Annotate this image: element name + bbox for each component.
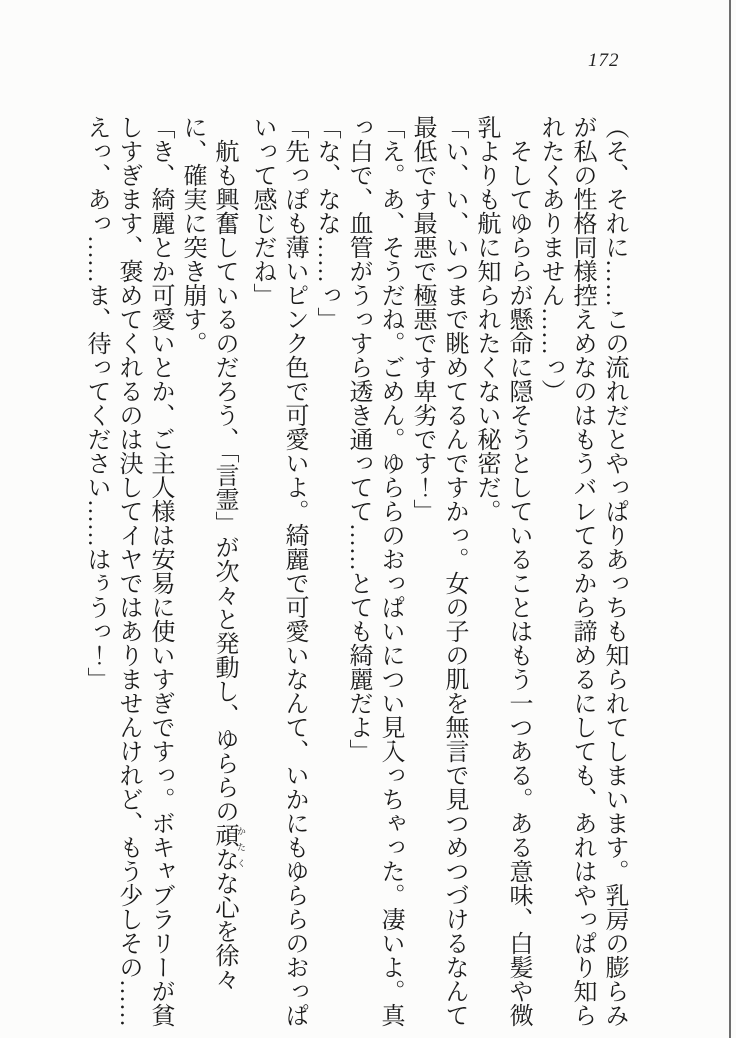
paragraph-6: 「先っぽも薄いピンク色で可愛いよ。綺麗で可愛いなんて、いかにもゆららのおっぱいって感じだね」 <box>249 115 307 1027</box>
page-text <box>83 115 630 1027</box>
paragraph-7-after-ruby: な心を徐々に、確実に突き崩す。 <box>179 115 237 991</box>
page-number: 172 <box>588 50 620 71</box>
paragraph-1: （そ、それに……この流れだとやっぱりあっちも知られてしまいます。乳房の膨らみが私の性格同様控えめなのはもうバレてるから諦めるにしても、あれはやっぱり知られたくありません……っ） <box>537 115 627 1027</box>
paragraph-2: そしてゆららが懸命に隠そうとしていることはもう一つある。ある意味、白髪や微乳よりも航に知られたくない秘密だ。 <box>473 115 531 1027</box>
paragraph-4: 「え。あ、そうだね。ごめん。ゆららのおっぱいについ見入っちゃった。凄いよ。真っ白で、血管がうっすら透き通ってて……とても綺麗だよ」 <box>345 115 403 1027</box>
paragraph-7-before-ruby: 航も興奮しているのだろう、「言霊」が次々と発動し、ゆららの <box>211 139 237 823</box>
paragraph-7 <box>176 115 246 1027</box>
page-edge-line <box>729 0 731 1038</box>
paragraph-8: 「き、綺麗とか可愛いとか、ご主人様は安易に使いすぎですっ。ボキャブラリーが貧しすぎます、褒めてくれるのは決してイヤではありませんけれど、もう少しその……えっ、あっ……ま、待ってください……はぅうっ！」 <box>83 115 173 1027</box>
paragraph-3: 「い、い、いつまで眺めてるんですかっ。女の子の肌を無言で見つめつづけるなんて最低です最悪で極悪です卑劣です！」 <box>409 115 467 1027</box>
paragraph-5: 「な、なな……っ」 <box>313 115 339 331</box>
ruby-text-furigana: かたく <box>236 823 246 871</box>
ruby-base: 頑な <box>211 823 237 871</box>
ruby-annotation <box>211 823 246 871</box>
